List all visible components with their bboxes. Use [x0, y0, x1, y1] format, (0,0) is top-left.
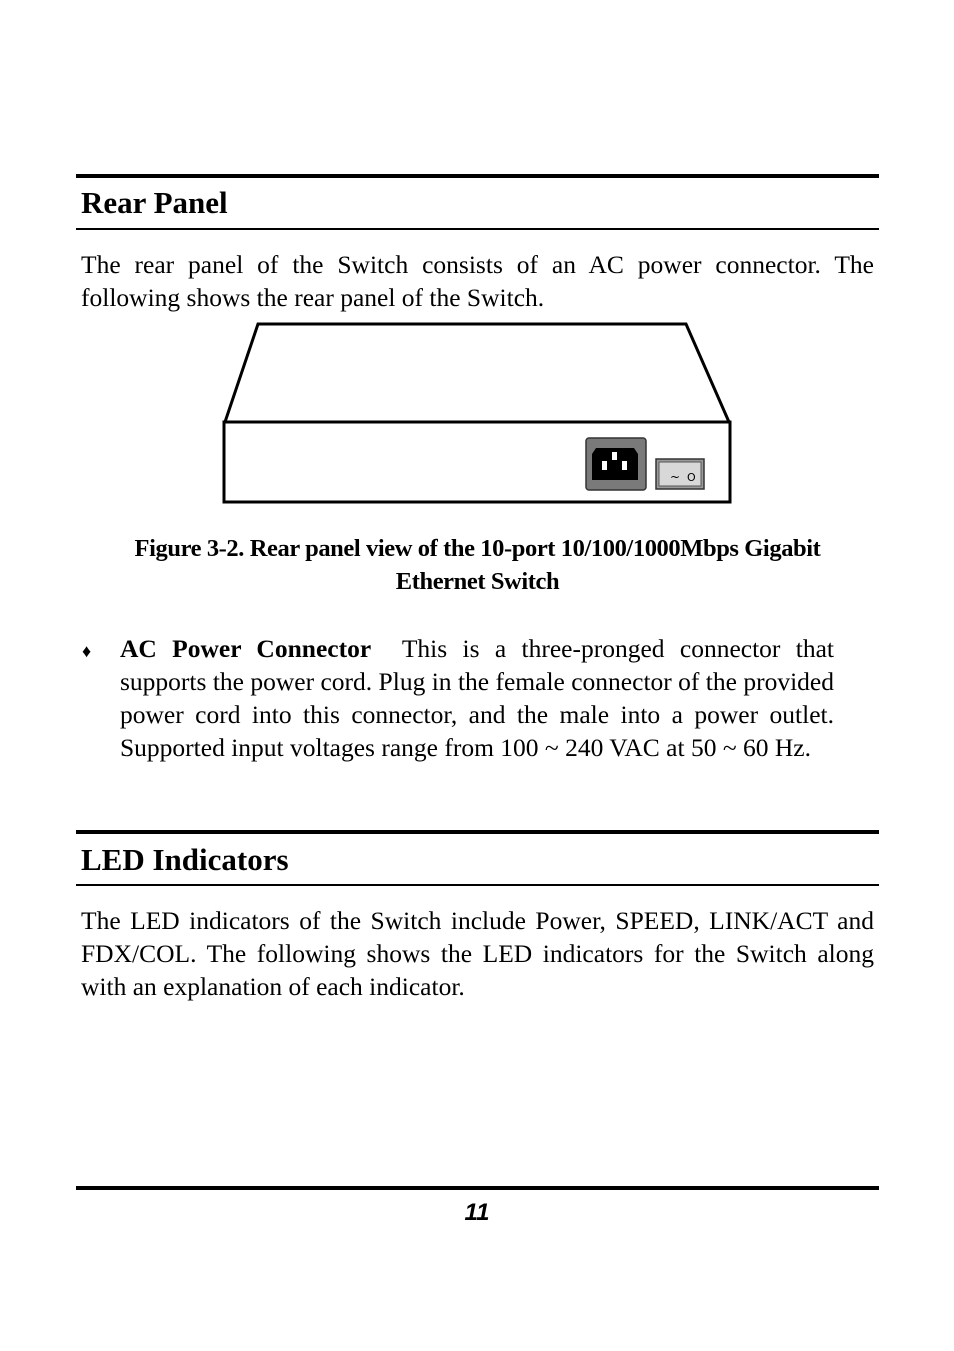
footer-rule — [76, 1186, 879, 1190]
section-title-led-indicators: LED Indicators — [81, 842, 289, 877]
bullet-description: This is a three-pronged connector that supports the power cord. Plug in the female connector of the provided power cord into this connector, and the male into a power outlet. Supported input voltages range from 100 ~ 240 VAC at 50 ~ 60 Hz. — [120, 634, 834, 762]
section-rule-bottom — [76, 884, 879, 886]
led-indicators-paragraph: The LED indicators of the Switch include Power, SPEED, LINK/ACT and FDX/COL. The following shows the LED indicators for the Switch along with an explanation of each indicator. — [81, 906, 874, 1001]
power-switch-icon — [656, 459, 704, 489]
ac-power-connector-item — [120, 632, 834, 764]
rear-panel-paragraph: The rear panel of the Switch consists of an AC power connector. The following shows the rear panel of the Switch. — [81, 250, 874, 312]
switch-off-label: O — [687, 471, 696, 484]
section-rule-top — [76, 174, 879, 178]
page-number: 11 — [464, 1199, 490, 1226]
bullet-diamond-icon: ♦ — [82, 641, 92, 661]
figure-caption-line1: Figure 3-2. Rear panel view of the 10-port 10/100/1000Mbps Gigabit — [134, 535, 821, 562]
switch-on-label: ~ — [670, 470, 681, 484]
figure-caption-line2: Ethernet Switch — [395, 568, 560, 595]
rear-panel-figure — [220, 320, 734, 511]
section-title-rear-panel: Rear Panel — [81, 185, 228, 220]
ac-power-connector-icon — [586, 438, 646, 490]
bullet-term: AC Power Connector — [120, 634, 372, 663]
rear-panel-drawing — [220, 320, 734, 506]
section-rule-top — [76, 830, 879, 834]
section-rule-bottom — [76, 228, 879, 230]
